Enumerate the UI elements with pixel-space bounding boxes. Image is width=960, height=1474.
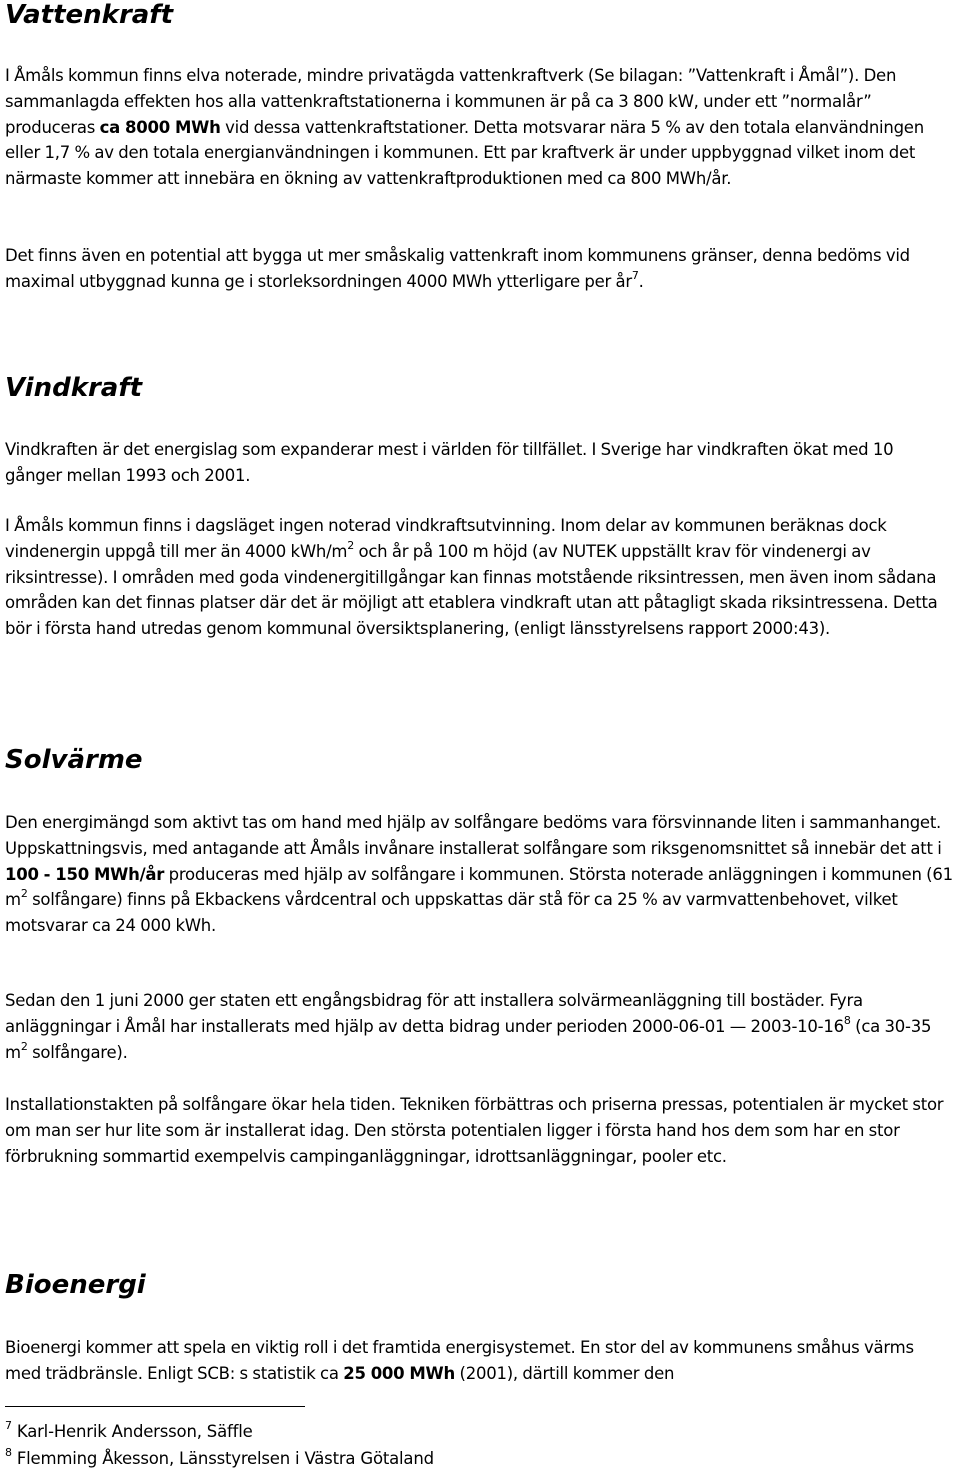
- vindkraft-paragraph-2: [5, 513, 953, 642]
- footnote-ref: 8: [843, 1013, 851, 1027]
- footnote-7: [5, 1421, 253, 1443]
- text-span: produceras med hjälp av solfångare i kommunen. Största noterade anläggningen i kommunen (61 m: [5, 864, 953, 910]
- vattenkraft-paragraph-2: [5, 243, 953, 295]
- text-span: Den energimängd som aktivt tas om hand med hjälp av solfångare bedöms vara försvinnande liten i sammanhanget. Uppskattningsvis, med antagande att Åmåls invånare installerat solfångare som riksgenomsnittet så innebär det att i: [5, 813, 942, 858]
- footnote-number: 8: [5, 1446, 12, 1459]
- text-span: och år på 100 m höjd (av NUTEK uppställt krav för vindenergi av riksintresse). I områden med goda vindenergitillgångar kan finnas motstående riksintressen, men även inom sådana områden kan det finnas platser där det är möjligt att etablera vindkraft utan att påtagligt skada riksintressena. Detta bör i första hand utredas genom kommunal översiktsplanering, (enligt länsstyrelsens rapport 2000:43).: [5, 541, 938, 639]
- heading-vattenkraft: Vattenkraft: [5, 0, 174, 30]
- text-span: (ca 30-35 m: [5, 1016, 932, 1062]
- footnote-ref: 7: [631, 268, 639, 282]
- bold-value: 25 000 MWh: [343, 1363, 456, 1383]
- text-span: Det finns även en potential att bygga ut mer småskalig vattenkraft inom kommunens gränser, denna bedöms vid maximal utbyggnad kunna ge i storleksordningen 4000 MWh ytterligare per år: [5, 246, 910, 291]
- text-span: I Åmåls kommun finns elva noterade, mindre privatägda vattenkraftverk (Se bilagan: ”Vattenkraft i Åmål”). Den sammanlagda effekten hos alla vattenkraftstationerna i kommunen är på ca 3 800 kW, under ett ”normalår” produceras: [5, 66, 897, 137]
- text-span: Sedan den 1 juni 2000 ger staten ett engångsbidrag för att installera solvärmeanläggning till bostäder. Fyra anläggningar i Åmål har installerats med hjälp av detta bidrag under perioden 2000-06-01 — 2003-10-16: [5, 991, 863, 1036]
- text-span: I Åmåls kommun finns i dagsläget ingen noterad vindkraftsutvinning. Inom delar av kommunen beräknas dock vindenergin uppgå till mer än 4000 kWh/m: [5, 516, 887, 561]
- solvarme-paragraph-3: Installationstakten på solfångare ökar hela tiden. Tekniken förbättras och priserna pressas, potentialen är mycket stor om man ser hur lite som är installerat idag. Den största potentialen ligger i första hand hos dem som har en stor förbrukning sommartid exempelvis campinganläggningar, idrottsanläggningar, pooler etc.: [5, 1095, 944, 1166]
- superscript: 2: [20, 1039, 28, 1053]
- footnote-separator: [5, 1406, 305, 1407]
- vindkraft-paragraph-1: Vindkraften är det energislag som expanderar mest i världen för tillfället. I Sverige har vindkraften ökat med 10 gånger mellan 1993 och 2001.: [5, 440, 894, 485]
- text-span: solfångare) finns på Ekbackens vårdcentral och uppskattas där stå för ca 25 % av varmvattenbehovet, vilket motsvarar ca 24 000 kWh.: [5, 890, 898, 936]
- footnote-text: Flemming Åkesson, Länsstyrelsen i Västra Götaland: [16, 1449, 434, 1468]
- footnote-8: [5, 1448, 434, 1470]
- bold-value: 100 - 150 MWh/år: [5, 864, 165, 884]
- bold-value: ca 8000 MWh: [99, 117, 221, 137]
- text-span: .: [638, 271, 644, 291]
- heading-vindkraft: Vindkraft: [5, 373, 143, 403]
- heading-bioenergi: Bioenergi: [5, 1270, 146, 1300]
- footnote-number: 7: [5, 1419, 12, 1432]
- solvarme-paragraph-2: [5, 988, 953, 1065]
- vattenkraft-paragraph-1: [5, 63, 953, 192]
- superscript: 2: [347, 538, 355, 552]
- heading-solvarme: Solvärme: [5, 745, 143, 775]
- text-span: solfångare).: [27, 1042, 128, 1062]
- text-span: (2001), därtill kommer den: [455, 1363, 675, 1383]
- footnote-text: Karl-Henrik Andersson, Säffle: [16, 1422, 253, 1441]
- text-span: vid dessa vattenkraftstationer. Detta motsvarar nära 5 % av den totala elanvändningen eller 1,7 % av den totala energianvändningen i kommunen. Ett par kraftverk är under uppbyggnad vilket inom det närmaste kommer att innebära en ökning av vattenkraftproduktionen med ca 800 MWh/år.: [5, 117, 924, 189]
- solvarme-paragraph-1: [5, 810, 953, 939]
- bioenergi-paragraph-1: [5, 1335, 953, 1387]
- superscript: 2: [20, 887, 28, 901]
- text-span: Bioenergi kommer att spela en viktig roll i det framtida energisystemet. En stor del av kommunens småhus värms med trädbränsle. Enligt SCB: s statistik ca: [5, 1338, 914, 1383]
